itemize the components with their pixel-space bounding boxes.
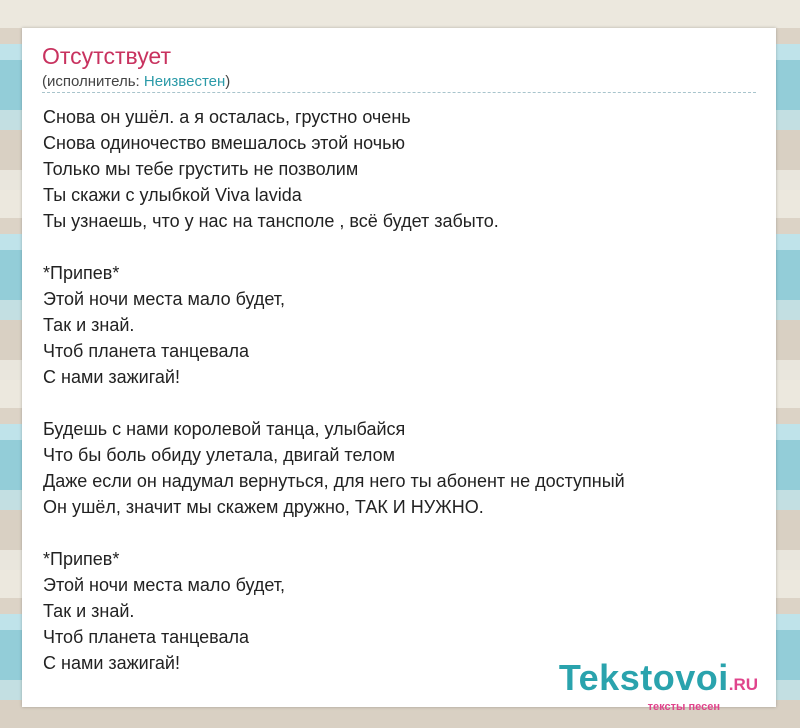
title-divider — [42, 92, 756, 93]
artist-suffix: ) — [225, 73, 231, 90]
artist-prefix: (исполнитель: — [42, 73, 144, 90]
lyrics-line: Снова одиночество вмешалось этой ночью — [43, 133, 406, 153]
lyrics-line: Только мы тебе грустить не позволим — [43, 159, 359, 179]
lyrics-line: Этой ночи места мало будет, — [43, 575, 286, 595]
logo-tld: .RU — [728, 675, 758, 694]
lyrics-card — [22, 28, 776, 713]
artist-line — [42, 73, 230, 90]
lyrics-line: Он ушёл, значит мы скажем дружно, ТАК И НУЖНО. — [43, 497, 484, 517]
lyrics-line: *Припев* — [43, 263, 120, 283]
lyrics-line: Так и знай. — [43, 601, 135, 621]
lyrics-line: Этой ночи места мало будет, — [43, 289, 286, 309]
lyrics-line: Даже если он надумал вернуться, для него ты абонент не доступный — [43, 471, 625, 491]
lyrics-line: Что бы боль обиду улетала, двигай телом — [43, 445, 395, 465]
logo-tagline: тексты песен — [647, 701, 720, 713]
logo-name: Tekstovoi — [558, 657, 729, 698]
song-title: Отсутствует — [42, 43, 171, 69]
lyrics-line: *Припев* — [43, 549, 120, 569]
lyrics-line: Ты узнаешь, что у нас на тансполе , всё будет забыто. — [43, 211, 499, 231]
lyrics-line: С нами зажигай! — [43, 367, 180, 387]
lyrics-line: Чтоб планета танцевала — [43, 627, 250, 647]
lyrics-blank-line — [43, 520, 625, 546]
artist-link[interactable]: Неизвестен — [143, 73, 226, 90]
lyrics-line: Чтоб планета танцевала — [43, 341, 250, 361]
lyrics-line: Будешь с нами королевой танца, улыбайся — [43, 419, 406, 439]
lyrics-blank-line — [43, 390, 625, 416]
lyrics-line: С нами зажигай! — [43, 653, 180, 673]
site-logo[interactable] — [558, 657, 758, 713]
lyrics-line: Так и знай. — [43, 315, 135, 335]
lyrics-text — [43, 104, 625, 676]
lyrics-line: Снова он ушёл. а я осталась, грустно очень — [43, 107, 411, 127]
lyrics-line: Ты скажи с улыбкой Viva lavida — [43, 185, 302, 205]
lyrics-blank-line — [43, 234, 625, 260]
